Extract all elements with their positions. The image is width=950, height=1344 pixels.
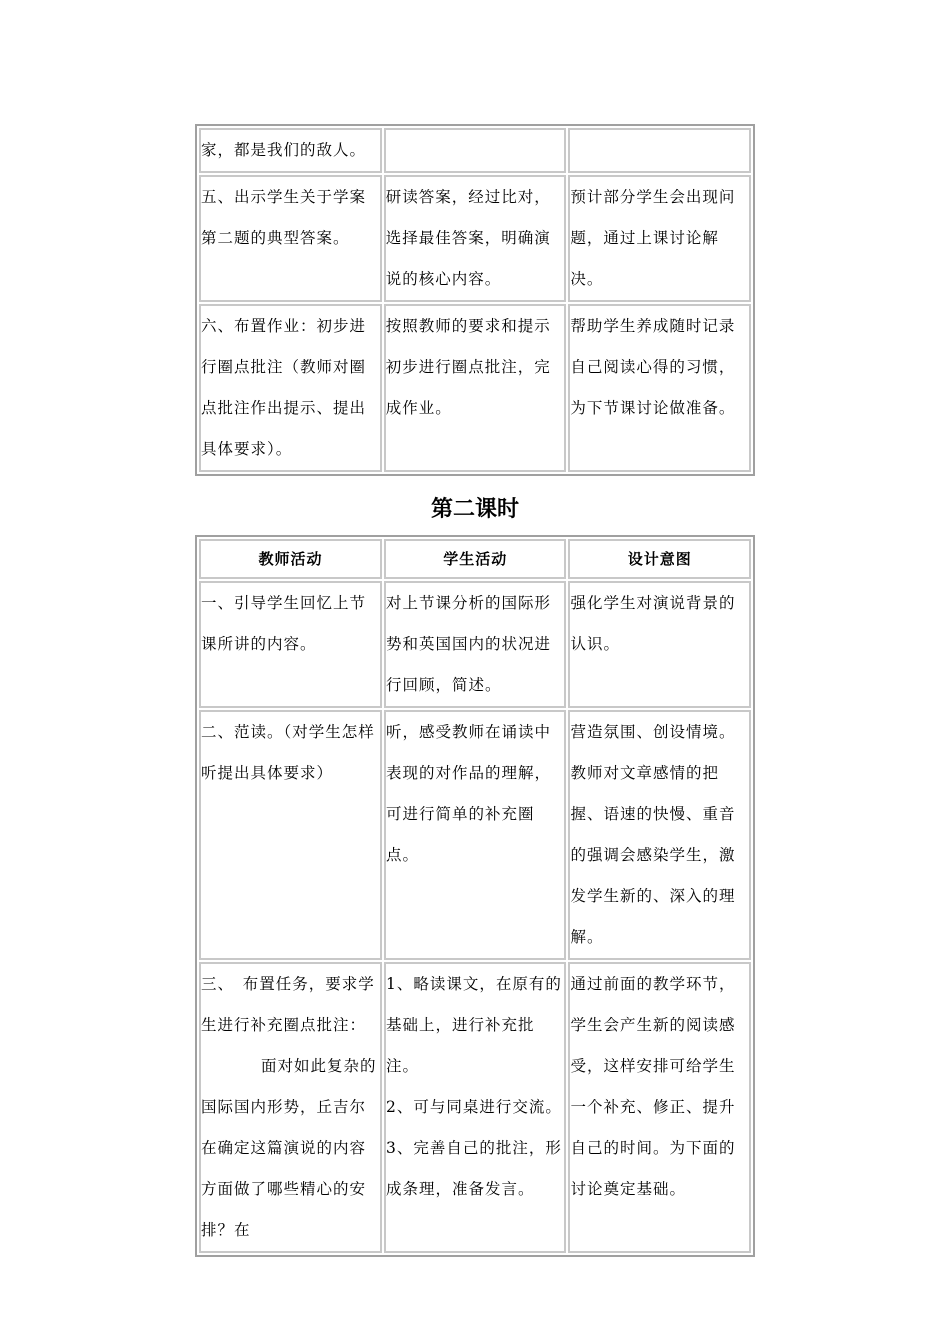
table-row [199, 710, 751, 960]
student-step-1: 1、略读课文，在原有的基础上，进行补充批注。 [385, 975, 562, 1075]
table-row [199, 581, 751, 708]
design-intent-cell: 强化学生对演说背景的认识。 [568, 581, 751, 708]
design-intent-cell: 通过前面的教学环节，学生会产生新的阅读感受，这样安排可给学生一个补充、修正、提升自己的时间。为下面的讨论奠定基础。 [568, 962, 751, 1253]
table-header-row [199, 539, 751, 579]
teacher-activity-cell: 家，都是我们的敌人。 [199, 128, 382, 173]
header-student-activity: 学生活动 [384, 539, 567, 579]
design-intent-cell: 预计部分学生会出现问题，通过上课讨论解决。 [568, 175, 751, 302]
student-activity-cell [384, 962, 567, 1253]
student-activity-cell [384, 128, 567, 173]
student-activity-cell: 听，感受教师在诵读中表现的对作品的理解，可进行简单的补充圈点。 [384, 710, 567, 960]
table-row [199, 128, 751, 173]
table-row [199, 304, 751, 472]
table-row [199, 175, 751, 302]
student-step-2: 2、可与同桌进行交流。 [385, 1098, 562, 1116]
teacher-activity-cell: 五、出示学生关于学案第二题的典型答案。 [199, 175, 382, 302]
header-teacher-activity: 教师活动 [199, 539, 382, 579]
teacher-activity-cell: 一、引导学生回忆上节课所讲的内容。 [199, 581, 382, 708]
design-intent-cell [568, 128, 751, 173]
section-title: 第二课时 [430, 497, 519, 522]
teacher-activity-cell: 六、布置作业：初步进行圈点批注（教师对圈点批注作出提示、提出具体要求）。 [199, 304, 382, 472]
design-intent-cell: 帮助学生养成随时记录自己阅读心得的习惯，为下节课讨论做准备。 [568, 304, 751, 472]
teacher-activity-cell: 二、范读。（对学生怎样听提出具体要求） [199, 710, 382, 960]
student-activity-cell: 按照教师的要求和提示初步进行圈点批注，完成作业。 [384, 304, 567, 472]
lesson-table-continued [195, 124, 755, 476]
task-instruction: 三、 布置任务，要求学生进行补充圈点批注： [201, 975, 375, 1034]
table-row [199, 962, 751, 1253]
task-question: 面对如此复杂的国际国内形势，丘吉尔在确定这篇演说的内容方面做了哪些精心的安排？在 [201, 1057, 377, 1239]
teacher-activity-cell [199, 962, 382, 1253]
header-design-intent: 设计意图 [568, 539, 751, 579]
student-step-3: 3、完善自己的批注，形成条理，准备发言。 [385, 1139, 562, 1198]
design-intent-cell: 营造氛围、创设情境。教师对文章感情的把握、语速的快慢、重音的强调会感染学生，激发学生新的、深入的理解。 [568, 710, 751, 960]
lesson-table-second-period [195, 535, 755, 1257]
student-activity-cell: 对上节课分析的国际形势和英国国内的状况进行回顾，简述。 [384, 581, 567, 708]
student-activity-cell: 研读答案，经过比对，选择最佳答案，明确演说的核心内容。 [384, 175, 567, 302]
